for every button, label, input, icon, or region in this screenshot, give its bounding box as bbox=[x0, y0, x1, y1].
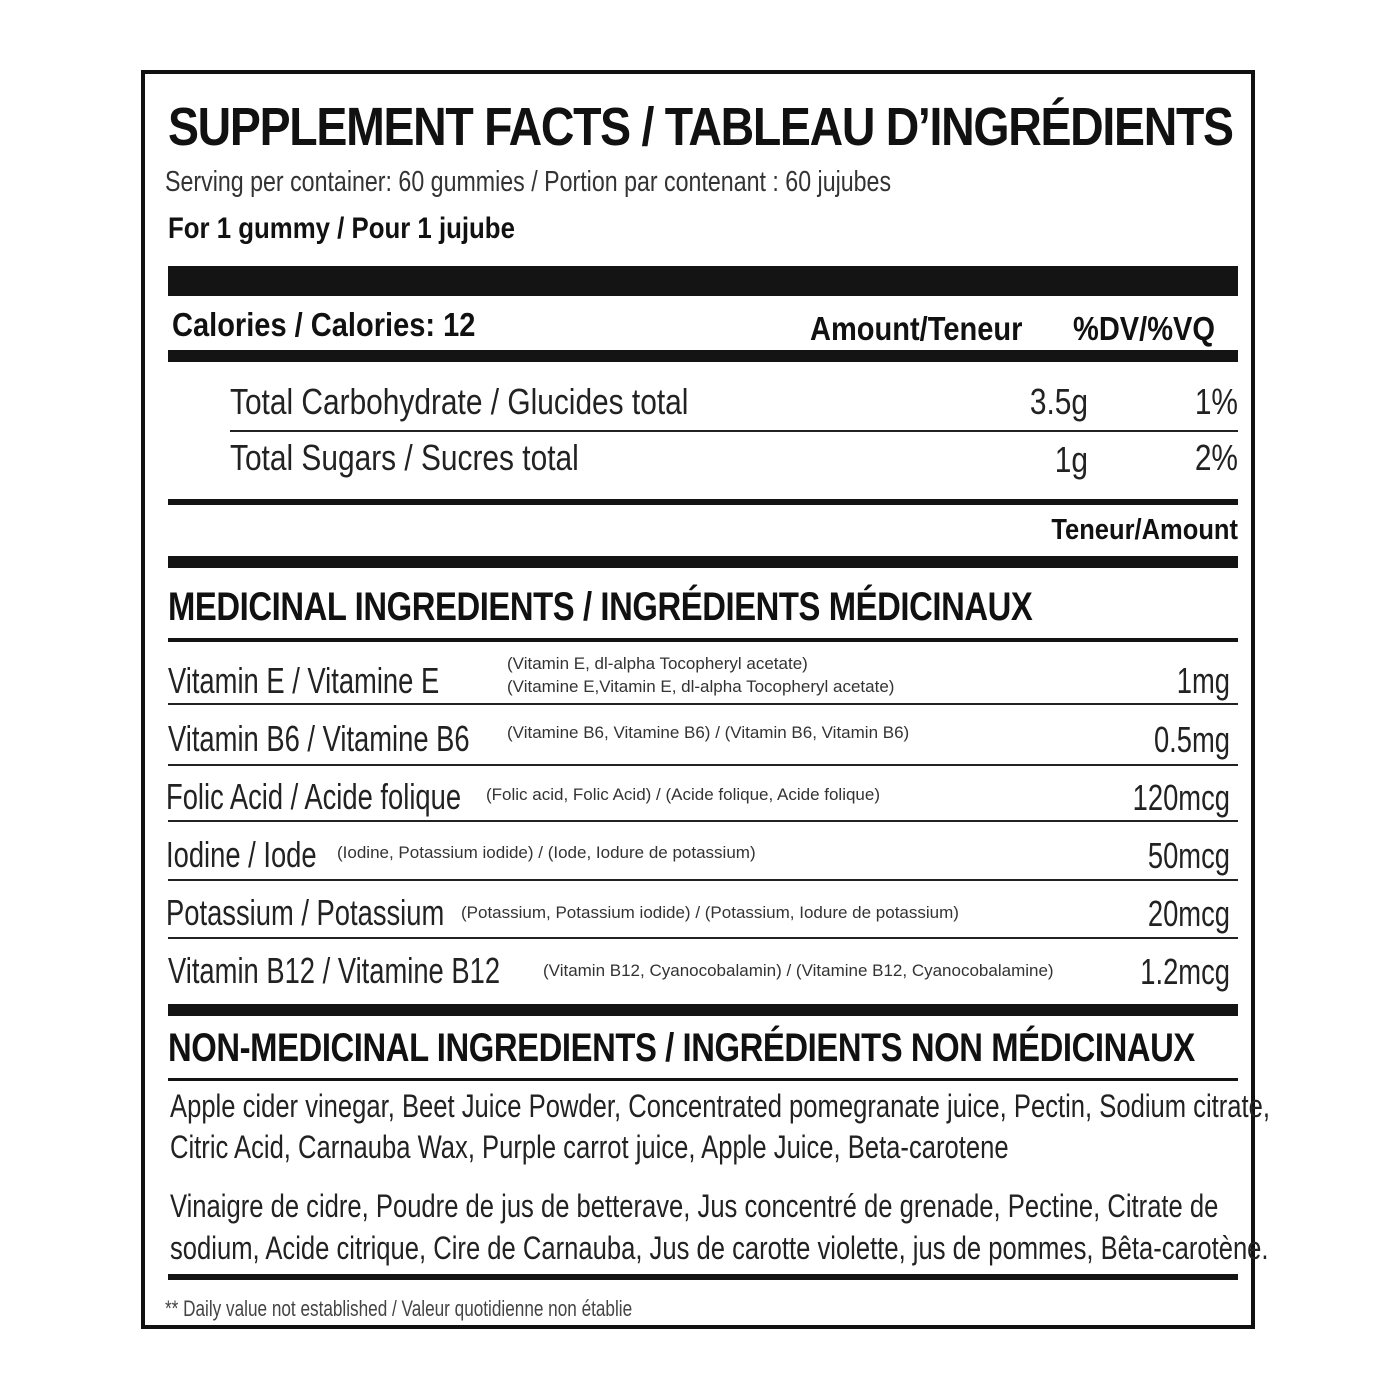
ingredient-desc: (Folic acid, Folic Acid) / (Acide folique, Acide folique) bbox=[486, 785, 881, 804]
ingredient-name: Potassium / Potassium bbox=[166, 892, 445, 933]
nutrition-row-name: Total Carbohydrate / Glucides total bbox=[230, 381, 689, 422]
serving-info: Serving per container: 60 gummies / Portion par contenant : 60 jujubes bbox=[165, 166, 892, 198]
row-divider bbox=[168, 879, 1238, 881]
teneur-amount-header: Teneur/Amount bbox=[1051, 514, 1238, 546]
ingredient-desc: (Vitamine E,Vitamin E, dl-alpha Tocopheryl acetate) bbox=[507, 677, 895, 696]
nutrition-row-amount: 3.5g bbox=[1029, 381, 1088, 422]
per-unit: For 1 gummy / Pour 1 jujube bbox=[168, 212, 515, 245]
ingredient-amount: 1.2mcg bbox=[1140, 951, 1230, 992]
nutrition-row-name: Total Sugars / Sucres total bbox=[230, 437, 579, 478]
ingredient-name: Vitamin B6 / Vitamine B6 bbox=[168, 718, 470, 759]
heading-underline bbox=[168, 638, 1238, 642]
medium-divider bbox=[168, 1004, 1238, 1016]
row-divider bbox=[168, 764, 1238, 766]
dv-header: %DV/%VQ bbox=[1073, 310, 1216, 347]
ingredient-desc: (Iodine, Potassium iodide) / (Iode, Iodure de potassium) bbox=[337, 843, 756, 862]
row-divider bbox=[168, 937, 1238, 939]
ingredient-amount: 120mcg bbox=[1132, 777, 1230, 818]
ingredient-desc: (Vitamine B6, Vitamine B6) / (Vitamin B6, Vitamin B6) bbox=[507, 723, 910, 742]
calories-label: Calories / Calories: 12 bbox=[172, 306, 476, 343]
section-divider bbox=[168, 499, 1238, 505]
ingredient-name: Folic Acid / Acide folique bbox=[166, 776, 462, 817]
ingredient-amount: 1mg bbox=[1176, 660, 1230, 701]
french-ingredients-line: sodium, Acide citrique, Cire de Carnauba, Jus de carotte violette, jus de pommes, Bêta-carotène. bbox=[170, 1230, 1269, 1266]
ingredient-amount: 0.5mg bbox=[1153, 719, 1230, 760]
nutrition-row-dv: 1% bbox=[1194, 381, 1238, 422]
ingredient-name: Vitamin E / Vitamine E bbox=[168, 660, 440, 701]
ingredient-amount: 50mcg bbox=[1147, 835, 1230, 876]
ingredient-desc: (Potassium, Potassium iodide) / (Potassium, Iodure de potassium) bbox=[461, 903, 959, 922]
medium-divider bbox=[168, 556, 1238, 568]
heading-underline bbox=[168, 1078, 1238, 1081]
footnote: ** Daily value not established / Valeur quotidienne non établie bbox=[165, 1296, 633, 1321]
medium-divider bbox=[168, 350, 1238, 362]
medicinal-heading: MEDICINAL INGREDIENTS / INGRÉDIENTS MÉDICINAUX bbox=[168, 585, 1033, 629]
label-title: SUPPLEMENT FACTS / TABLEAU D’INGRÉDIENTS bbox=[168, 97, 1233, 157]
nutrition-row-amount: 1g bbox=[1054, 439, 1088, 480]
bottom-divider bbox=[168, 1274, 1238, 1280]
row-divider bbox=[168, 703, 1238, 705]
thick-divider bbox=[168, 266, 1238, 296]
english-ingredients-line: Citric Acid, Carnauba Wax, Purple carrot juice, Apple Juice, Beta-carotene bbox=[170, 1129, 1009, 1165]
ingredient-desc: (Vitamin E, dl-alpha Tocopheryl acetate) bbox=[507, 654, 808, 673]
english-ingredients-line: Apple cider vinegar, Beet Juice Powder, Concentrated pomegranate juice, Pectin, Sodium citrate, bbox=[170, 1088, 1270, 1124]
non-medicinal-heading: NON-MEDICINAL INGREDIENTS / INGRÉDIENTS NON MÉDICINAUX bbox=[168, 1026, 1195, 1070]
ingredient-desc: (Vitamin B12, Cyanocobalamin) / (Vitamine B12, Cyanocobalamine) bbox=[543, 961, 1054, 980]
nutrition-row-dv: 2% bbox=[1194, 437, 1238, 478]
amount-header: Amount/Teneur bbox=[810, 310, 1023, 347]
ingredient-name: Iodine / Iode bbox=[166, 834, 317, 875]
ingredient-name: Vitamin B12 / Vitamine B12 bbox=[168, 950, 501, 991]
row-divider bbox=[168, 820, 1238, 822]
ingredient-amount: 20mcg bbox=[1147, 893, 1230, 934]
french-ingredients-line: Vinaigre de cidre, Poudre de jus de betterave, Jus concentré de grenade, Pectine, Citrate de bbox=[170, 1188, 1219, 1224]
row-divider bbox=[230, 430, 1238, 432]
